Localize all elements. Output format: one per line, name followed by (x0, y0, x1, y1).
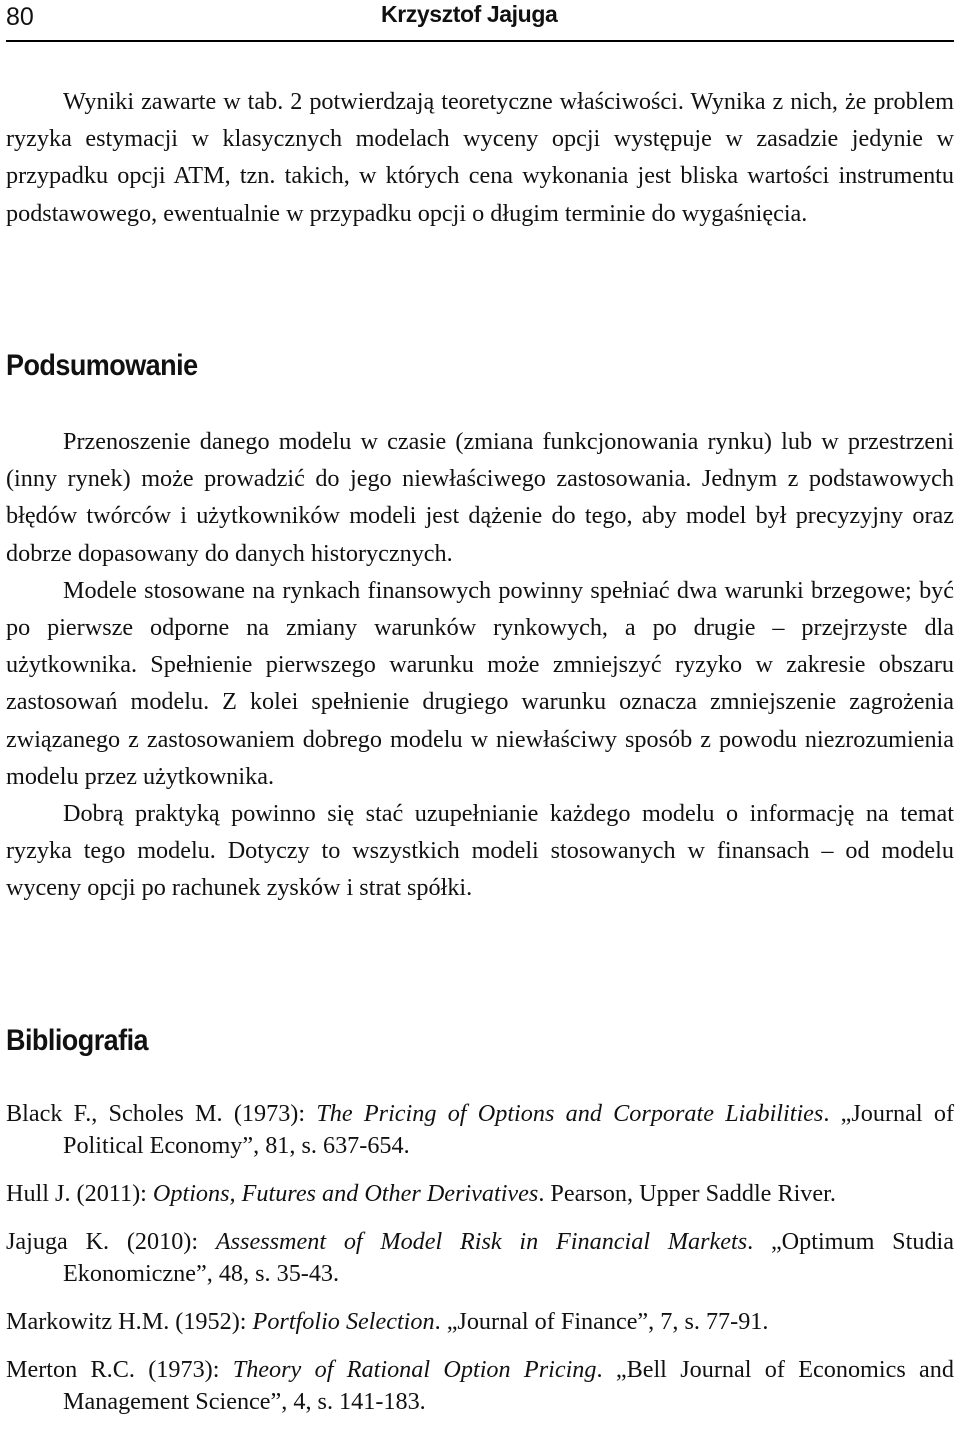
bibliography-authors: Black F., Scholes M. (1973): (6, 1100, 317, 1127)
bibliography-source: . Pearson, Upper Saddle River. (538, 1180, 836, 1207)
page-number: 80 (6, 3, 34, 31)
bibliography-entry (6, 1178, 954, 1210)
bibliography-title: Theory of Rational Option Pricing (232, 1356, 597, 1383)
bibliography-source: . „Optimum Studia Ekonomiczne”, 48, s. 35-43. (63, 1228, 954, 1287)
intro-section (6, 83, 954, 232)
running-header (6, 0, 954, 42)
bibliography-title: Portfolio Selection (252, 1308, 435, 1335)
bibliography-entry (6, 1306, 954, 1338)
bibliography-source: . „Journal of Finance”, 7, s. 77-91. (434, 1308, 769, 1335)
bibliography-authors: Jajuga K. (2010): (6, 1228, 216, 1255)
bibliography-title: The Pricing of Options and Corporate Liabilities (316, 1100, 824, 1127)
bibliography-authors: Merton R.C. (1973): (6, 1356, 233, 1383)
bibliography-heading: Bibliografia (6, 1024, 149, 1057)
bibliography-source: . „Journal of Political Economy”, 81, s. 637-654. (63, 1100, 955, 1159)
summary-paragraph-2: Modele stosowane na rynkach finansowych powinny spełniać dwa warunki brzegowe; być po pierwsze odporne na zmiany warunków rynkowych, a po drugie – przejrzyste dla użytkownika. Spełnienie pierwszego warunku może zmniejszyć ryzyko w zakresie obszaru zastosowań modelu. Z kolei spełnienie drugiego warunku oznacza zmniejszenie zagrożenia związanego z zastosowaniem dobrego modelu w niewłaściwy sposób z powodu niezrozumienia modelu przez użytkownika. (6, 576, 954, 790)
bibliography-entry (6, 1226, 954, 1290)
summary-paragraph-1: Przenoszenie danego modelu w czasie (zmiana funkcjonowania rynku) lub w przestrzeni (inny rynek) może prowadzić do jego niewłaściwego zastosowania. Jednym z podstawowych błędów twórców i użytkowników modeli jest dążenie do tego, aby model był precyzyjny oraz dobrze dopasowany do danych historycznych. (6, 428, 954, 567)
bibliography-entry (6, 1098, 954, 1162)
bibliography-list (6, 1098, 954, 1434)
page (6, 0, 955, 1415)
bibliography-entry (6, 1354, 954, 1418)
bibliography-title: Options, Futures and Other Derivatives (152, 1180, 539, 1207)
intro-paragraph: Wyniki zawarte w tab. 2 potwierdzają teoretyczne właściwości. Wynika z nich, że problem ryzyka estymacji w klasycznych modelach wyceny opcji występuje w zasadzie jedynie w przypadku opcji ATM, tzn. takich, w których cena wykonania jest bliska wartości instrumentu podstawowego, ewentualnie w przypadku opcji o długim terminie do wygaśnięcia. (6, 88, 954, 227)
summary-heading: Podsumowanie (6, 349, 198, 382)
bibliography-authors: Markowitz H.M. (1952): (6, 1308, 253, 1335)
bibliography-title: Assessment of Model Risk in Financial Markets (215, 1228, 748, 1255)
running-header-author: Krzysztof Jajuga (381, 1, 558, 27)
bibliography-authors: Hull J. (2011): (6, 1180, 153, 1207)
summary-paragraph-3: Dobrą praktyką powinno się stać uzupełnianie każdego modelu o informację na temat ryzyka tego modelu. Dotyczy to wszystkich modeli stosowanych w finansach – od modelu wyceny opcji po rachunek zysków i strat spółki. (6, 800, 954, 902)
bibliography-source: . „Bell Journal of Economics and Management Science”, 4, s. 141-183. (63, 1356, 954, 1415)
summary-section (6, 423, 954, 907)
